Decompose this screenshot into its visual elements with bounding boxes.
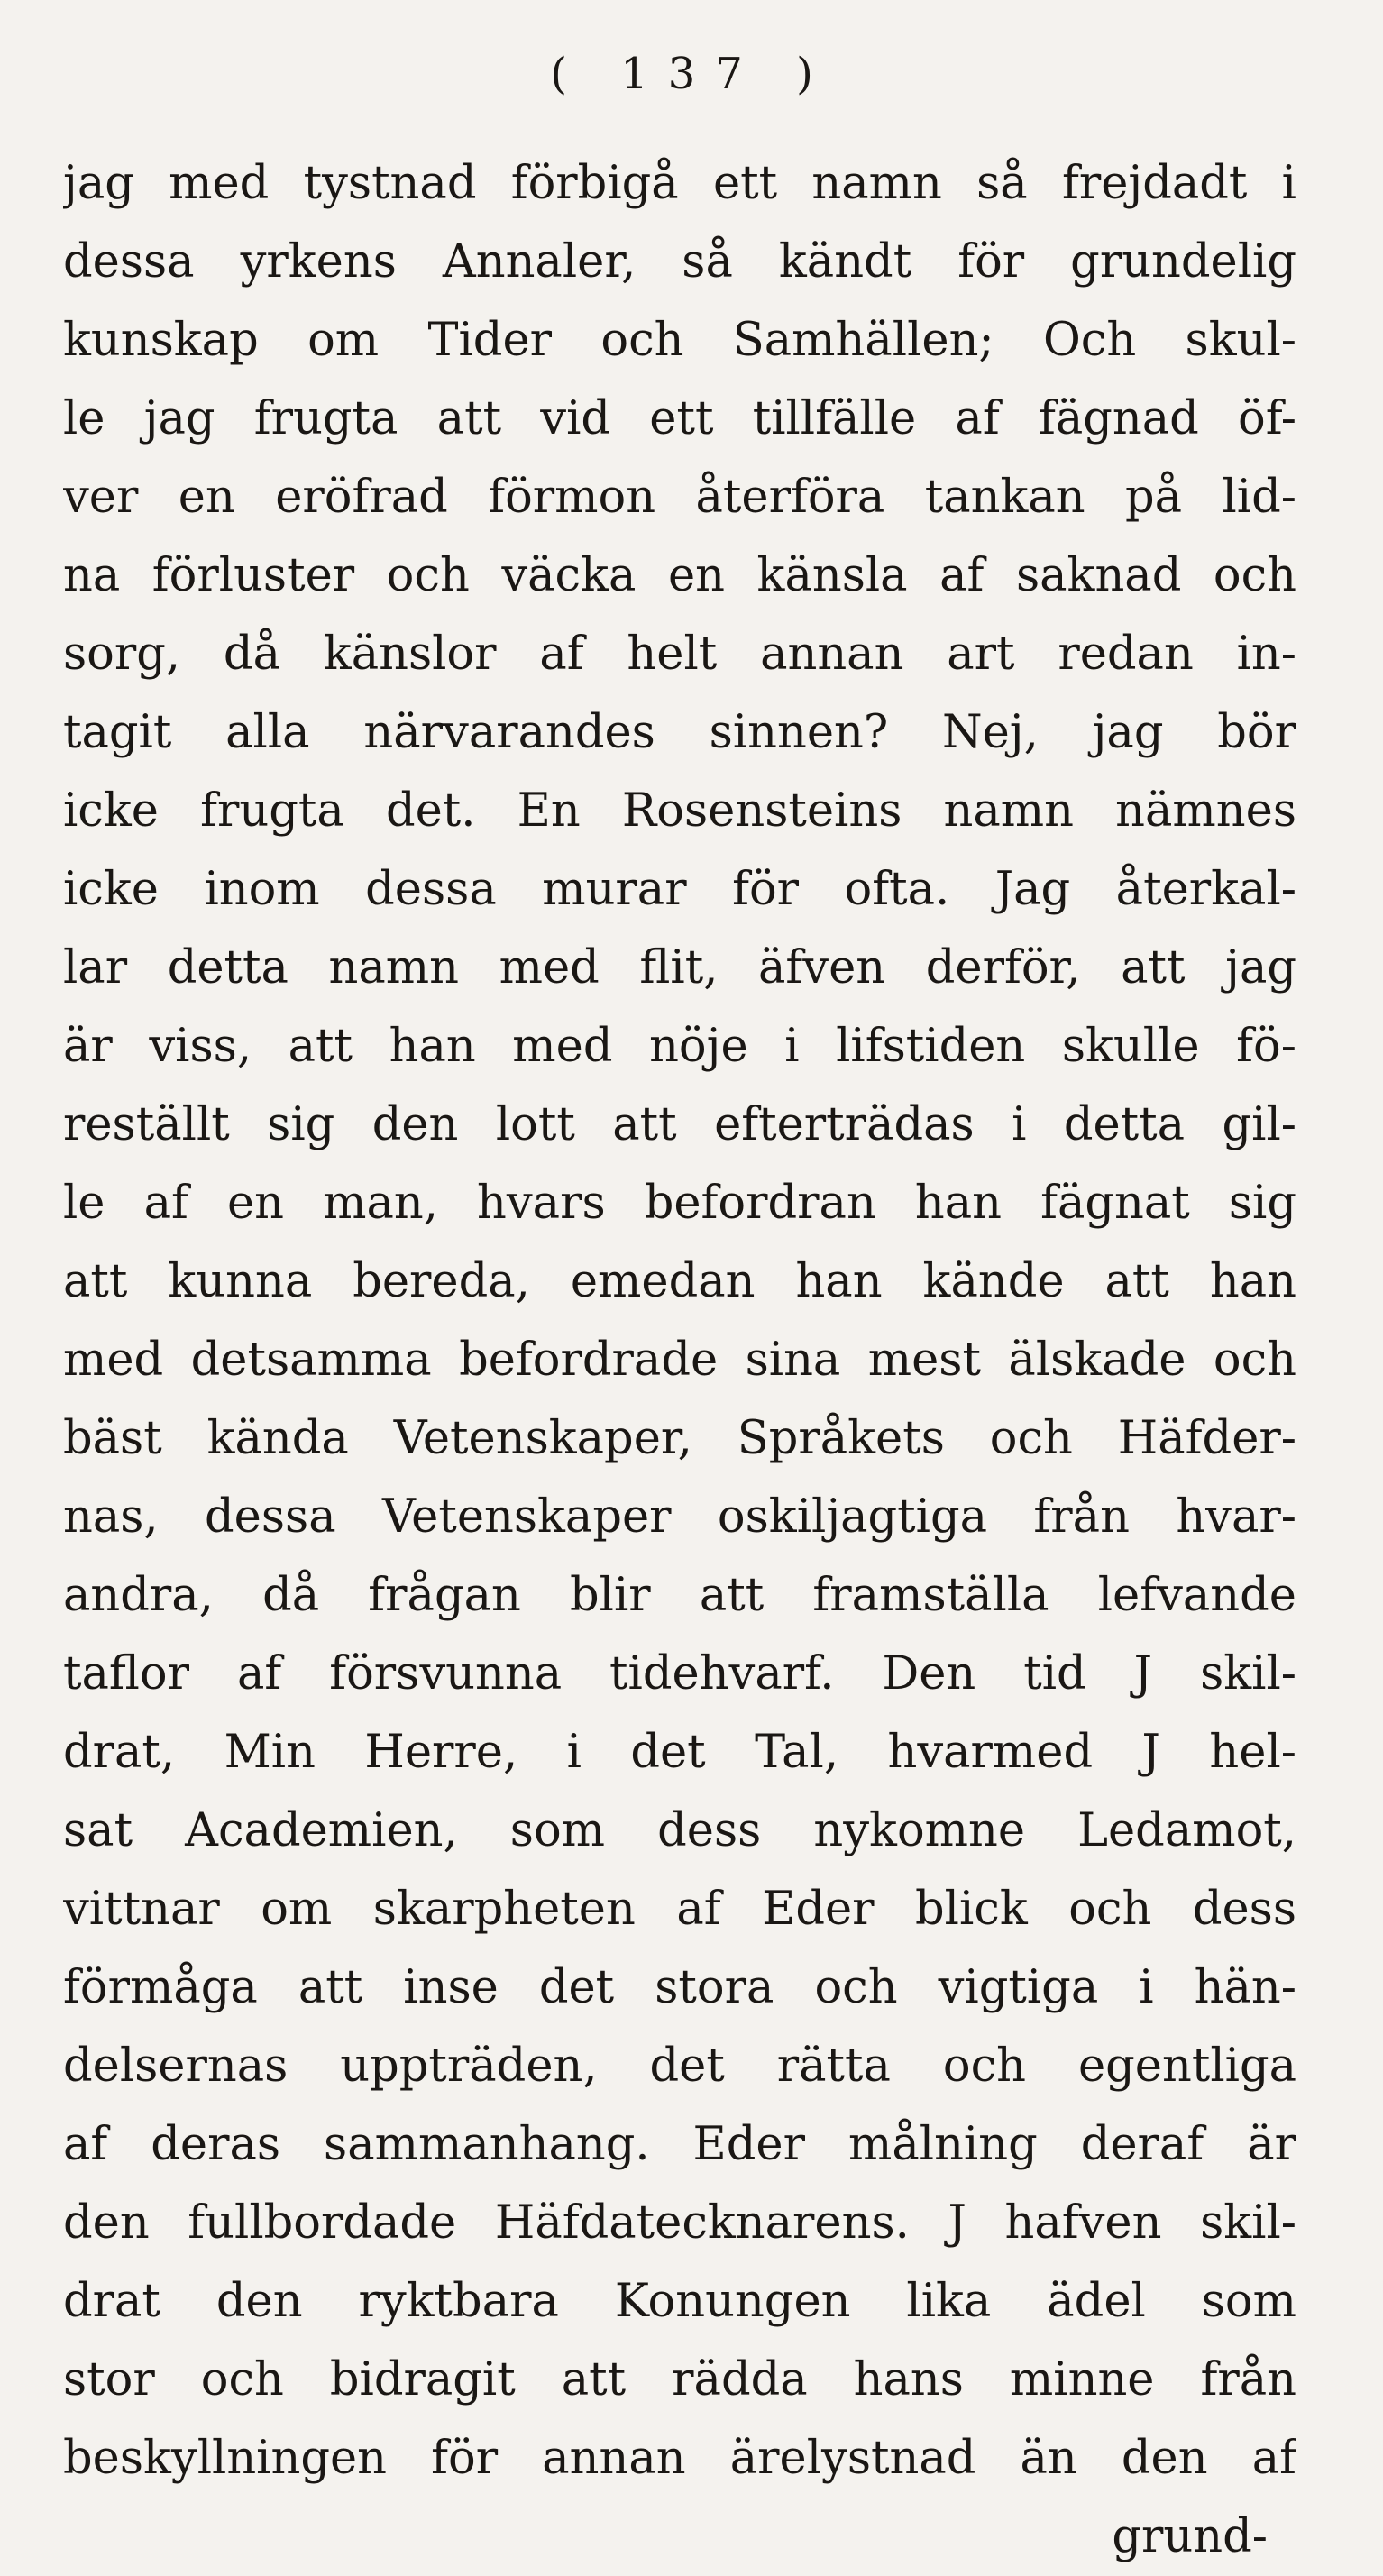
- text-line: le jag frugta att vid ett tillfälle af fägnad öf-: [63, 392, 1296, 445]
- page-number: ( 137 ): [550, 49, 833, 99]
- text-line: är viss, att han med nöje i lifstiden skulle fö-: [63, 1020, 1296, 1073]
- text-line: delsernas uppträden, det rätta och egentliga: [63, 2040, 1296, 2093]
- text-line: nas, dessa Vetenskaper oskiljagtiga från hvar-: [63, 1490, 1296, 1544]
- text-line: stor och bidragit att rädda hans minne från: [63, 2353, 1296, 2406]
- text-line: sorg, då känslor af helt annan art redan in-: [63, 628, 1296, 681]
- text-line: med detsamma befordrade sina mest älskade och: [63, 1334, 1296, 1387]
- text-line: le af en man, hvars befordran han fägnat sig: [63, 1177, 1296, 1230]
- body-text: [63, 144, 1296, 2576]
- catchword: grund-: [1112, 2510, 1268, 2563]
- text-line: vittnar om skarpheten af Eder blick och dess: [63, 1883, 1296, 1936]
- text-line: bäst kända Vetenskaper, Språkets och Häfder-: [63, 1412, 1296, 1465]
- text-line: beskyllningen för annan ärelystnad än den af: [63, 2432, 1296, 2485]
- text-line: andra, då frågan blir att framställa lefvande: [63, 1569, 1296, 1622]
- text-line: na förluster och väcka en känsla af saknad och: [63, 549, 1296, 602]
- text-line: sat Academien, som dess nykomne Ledamot,: [63, 1804, 1296, 1857]
- text-line: förmåga att inse det stora och vigtiga i hän-: [63, 1961, 1296, 2014]
- text-line: dessa yrkens Annaler, så kändt för grundelig: [63, 235, 1296, 289]
- text-line: drat, Min Herre, i det Tal, hvarmed J hel-: [63, 1726, 1296, 1779]
- text-line: taflor af försvunna tidehvarf. Den tid J skil-: [63, 1647, 1296, 1701]
- text-line: jag med tystnad förbigå ett namn så frejdadt i: [63, 157, 1296, 210]
- text-line: den fullbordade Häfdatecknarens. J hafven skil-: [63, 2196, 1296, 2250]
- text-line: drat den ryktbara Konungen lika ädel som: [63, 2275, 1296, 2328]
- text-line: ver en eröfrad förmon återföra tankan på lid-: [63, 471, 1296, 524]
- text-line: tagit alla närvarandes sinnen? Nej, jag bör: [63, 706, 1296, 759]
- text-line: af deras sammanhang. Eder målning deraf är: [63, 2118, 1296, 2171]
- text-line: lar detta namn med flit, äfven derför, att jag: [63, 941, 1296, 995]
- text-line: icke inom dessa murar för ofta. Jag återkal-: [63, 863, 1296, 916]
- text-line: att kunna bereda, emedan han kände att han: [63, 1255, 1296, 1308]
- text-line: kunskap om Tider och Samhällen; Och skul-: [63, 314, 1296, 367]
- text-line: reställt sig den lott att efterträdas i detta gil-: [63, 1098, 1296, 1151]
- text-line: icke frugta det. En Rosensteins namn nämnes: [63, 784, 1296, 838]
